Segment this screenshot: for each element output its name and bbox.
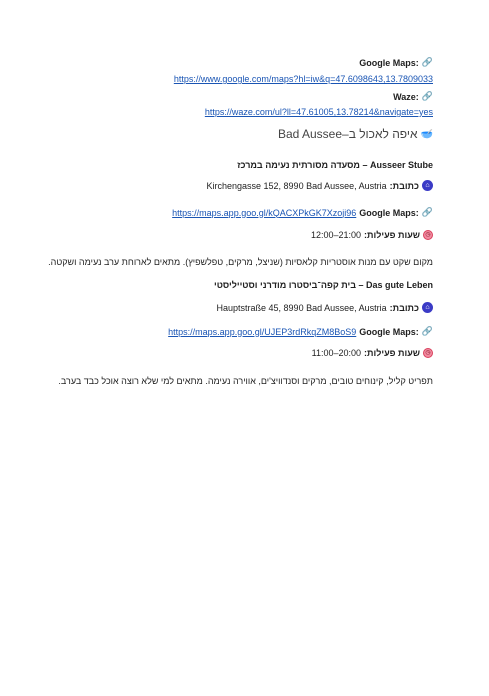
google-maps-label: Google Maps: — [359, 57, 419, 68]
description: תפריט קליל, קינוחים טובים, מרקים וסנדוויצ'ים, אווירה נעימה. מתאים למי שלא רוצה אוכל כבד בערב. — [58, 376, 433, 386]
address-label: כתובת: — [389, 302, 419, 313]
hours-label: שעות פעילות: — [364, 230, 420, 240]
address-value: Kirchengasse 152, 8990 Bad Aussee, Austria — [206, 180, 387, 191]
section-title: איפה לאכול ב–Bad Aussee — [277, 127, 418, 141]
waze-link[interactable]: https://waze.com/ul?ll=47.61005,13.78214&navigate=yes — [204, 107, 433, 117]
maps-line — [168, 326, 433, 337]
house-icon: ⌂ — [422, 302, 433, 313]
maps-label: Google Maps: — [359, 326, 419, 337]
bowl-icon: 🥣 — [420, 128, 433, 140]
description: מקום שקט עם מנות אוסטריות קלאסיות (שניצל, מרקים, טפלשפיץ). מתאים לארוחת ערב נעימה ושקטה. — [48, 257, 433, 267]
section-heading — [278, 127, 433, 141]
maps-link[interactable]: https://maps.app.goo.gl/UJEP3rdRkqZM8BoS9 — [168, 326, 357, 337]
hours-value: 12:00–21:00 — [310, 230, 362, 240]
maps-link[interactable]: https://maps.app.goo.gl/kQACXPkGK7Xzoji96 — [172, 207, 357, 218]
restaurant-name: Ausseer Stube – מסעדה מסורתית נעימה במרכז — [237, 160, 433, 170]
link-icon: 🔗 — [421, 326, 433, 336]
hours-line — [312, 348, 433, 358]
house-icon: ⌂ — [422, 180, 433, 191]
address-label: כתובת: — [389, 180, 419, 191]
hours-line — [311, 230, 433, 240]
maps-line — [172, 207, 433, 218]
waze-label: Waze: — [393, 91, 419, 102]
hours-value: 11:00–20:00 — [311, 348, 362, 358]
link-icon: 🔗 — [421, 57, 433, 67]
google-maps-url-line — [174, 69, 433, 87]
waze-label-line — [393, 91, 433, 102]
restaurant-name: Das gute Leben – בית קפה־ביסטרו מודרני וסטייליסטי — [213, 280, 433, 290]
link-icon: 🔗 — [421, 207, 433, 217]
waze-url-line — [205, 102, 433, 120]
clock-icon: ◷ — [423, 348, 433, 358]
maps-label: Google Maps: — [359, 207, 419, 218]
google-maps-label-line — [359, 57, 433, 68]
google-maps-link[interactable]: https://www.google.com/maps?hl=iw&q=47.6098643,13.7809033 — [173, 74, 433, 84]
clock-icon: ◷ — [423, 230, 433, 240]
link-icon: 🔗 — [421, 91, 433, 101]
address-value: Hauptstraße 45, 8990 Bad Aussee, Austria — [216, 302, 387, 313]
address-line — [207, 180, 434, 191]
address-line — [217, 302, 433, 313]
hours-label: שעות פעילות: — [364, 348, 420, 358]
